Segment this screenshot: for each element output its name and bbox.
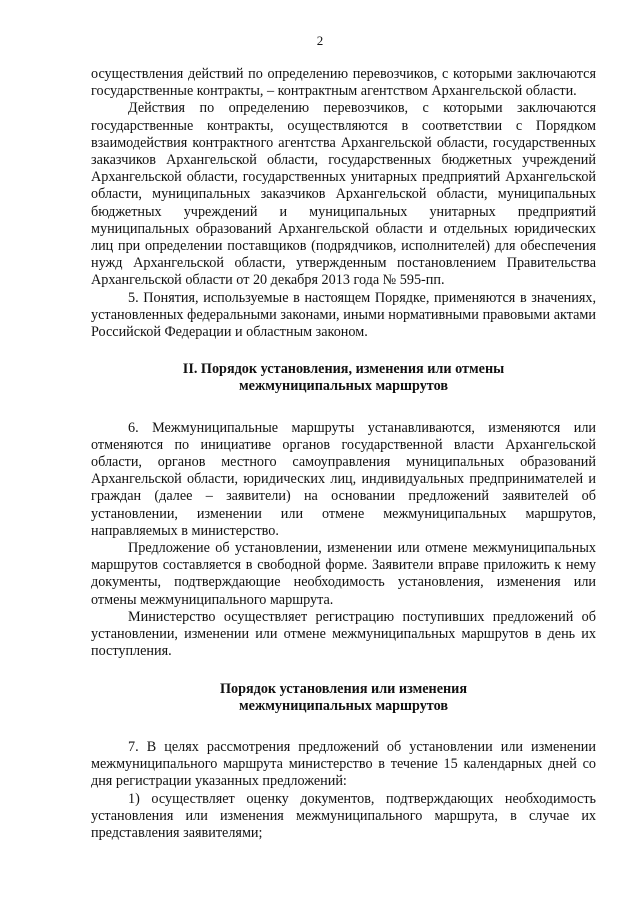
paragraph-6: 6. Межмуниципальные маршруты устанавливаются, изменяются или отменяются по инициативе органов государственной власти Архангельской области, органов местного самоуправления муниципальных образований Архангельской области, юридических лиц, индивидуальных предпринимателей и граждан (далее – заявители) на основании предложений заявителей об установлении, изменении или отмене межмуниципальных маршрутов, направляемых в министерство. — [91, 419, 596, 539]
page-number: 2 — [316, 33, 324, 48]
section-heading-line: II. Порядок установления, изменения или отмены — [182, 361, 505, 378]
subsection-heading-line: Порядок установления или изменения — [219, 680, 468, 697]
paragraph-7: 7. В целях рассмотрения предложений об установлении или изменении межмуниципального маршрута министерство в течение 15 календарных дней со дня регистрации указанных предложений: — [91, 738, 596, 790]
paragraph-registration: Министерство осуществляет регистрацию поступивших предложений об установлении, изменении или отмене межмуниципальных маршрутов в день их поступления. — [91, 608, 596, 660]
subsection-heading-line: межмуниципальных маршрутов — [239, 697, 448, 714]
paragraph-actions: Действия по определению перевозчиков, с которыми заключаются государственные контракты, осуществляются в соответствии с Порядком взаимодействия контрактного агентства Архангельской области, государственных заказчиков Архангельской области, государственных бюджетных учреждений Архангельской области, государственных унитарных предприятий Архангельской области, муниципальных заказчиков Архангельской области, муниципальных бюджетных учреждений и муниципальных унитарных предприятий муниципальных образований Архангельской области и отдельных юридических лиц при определении поставщиков (подрядчиков, исполнителей) для обеспечения нужд Архангельской области, утвержденным постановлением Правительства Архангельской области от 20 декабря 2013 года № 595-пп. — [91, 100, 596, 289]
section-heading-2 — [91, 361, 596, 395]
paragraph-proposal-form: Предложение об установлении, изменении или отмене межмуниципальных маршрутов составляется в свободной форме. Заявители вправе приложить к нему документы, подтверждающие необходимость установления, изменения или отмены межмуниципального маршрута. — [91, 540, 596, 608]
subsection-heading — [91, 681, 596, 715]
paragraph-continuation: осуществления действий по определению перевозчиков, с которыми заключаются государственные контракты, – контрактным агентством Архангельской области. — [91, 66, 596, 100]
paragraph-7-item-1: 1) осуществляет оценку документов, подтверждающих необходимость установления или изменения межмуниципального маршрута, в случае их представления заявителями; — [91, 790, 596, 841]
document-body — [91, 66, 596, 842]
section-heading-line: межмуниципальных маршрутов — [239, 378, 448, 395]
paragraph-5: 5. Понятия, используемые в настоящем Порядке, применяются в значениях, установленных федеральными законами, иными нормативными правовыми актами Российской Федерации и областным законом. — [91, 289, 596, 341]
